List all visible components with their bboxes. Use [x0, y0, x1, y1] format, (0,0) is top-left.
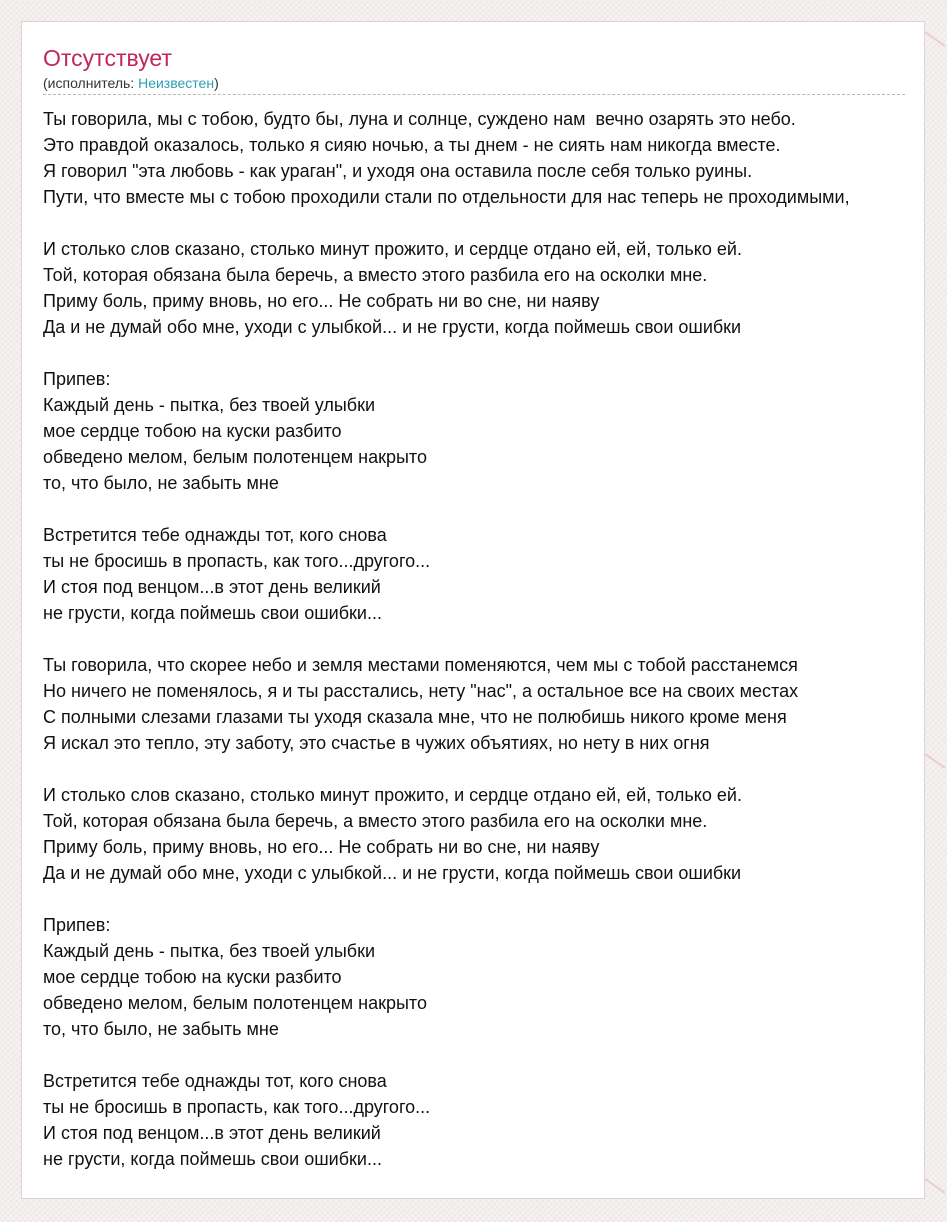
lyric-line: Каждый день - пытка, без твоей улыбки — [43, 395, 376, 415]
lyric-line: И стоя под венцом...в этот день великий — [43, 1123, 381, 1143]
lyric-line — [43, 210, 850, 236]
lyric-line: то, что было, не забыть мне — [43, 473, 279, 493]
lyric-line: Встретится тебе однажды тот, кого снова — [43, 525, 387, 545]
background-ornament — [925, 753, 946, 768]
background-ornament — [925, 31, 946, 46]
lyric-line: Да и не думай обо мне, уходи с улыбкой... и не грусти, когда поймешь свои ошибки — [43, 863, 742, 883]
lyric-line: Встретится тебе однажды тот, кого снова — [43, 1071, 387, 1091]
lyric-line: Припев: — [43, 369, 111, 389]
lyric-line — [43, 1042, 850, 1068]
lyric-line: С полными слезами глазами ты уходя сказала мне, что не полюбишь никого кроме меня — [43, 707, 787, 727]
lyric-line: то, что было, не забыть мне — [43, 1019, 279, 1039]
lyric-line: мое сердце тобою на куски разбито — [43, 421, 342, 441]
lyrics-text — [43, 106, 850, 1172]
lyric-line — [43, 886, 850, 912]
lyric-line: Ты говорила, что скорее небо и земля местами поменяются, чем мы с тобой расстанемся — [43, 655, 798, 675]
lyric-line: И столько слов сказано, столько минут прожито, и сердце отдано ей, ей, только ей. — [43, 239, 742, 259]
lyric-line: Я говорил "эта любовь - как ураган", и уходя она оставила после себя только руины. — [43, 161, 753, 181]
lyric-line: Пути, что вместе мы с тобою проходили стали по отдельности для нас теперь не проходимыми, — [43, 187, 850, 207]
lyric-line: Но ничего не поменялось, я и ты расстались, нету "нас", а остальное все на своих местах — [43, 681, 799, 701]
lyric-line: И стоя под венцом...в этот день великий — [43, 577, 381, 597]
lyric-line — [43, 496, 850, 522]
lyric-line: Я искал это тепло, эту заботу, это счастье в чужих объятиях, но нету в них огня — [43, 733, 710, 753]
lyrics-card — [21, 21, 925, 1199]
lyric-line: Это правдой оказалось, только я сияю ночью, а ты днем - не сиять нам никогда вместе. — [43, 135, 781, 155]
lyric-line: Каждый день - пытка, без твоей улыбки — [43, 941, 376, 961]
lyric-line: И столько слов сказано, столько минут прожито, и сердце отдано ей, ей, только ей. — [43, 785, 742, 805]
artist-link[interactable]: Неизвестен — [138, 75, 215, 91]
lyric-line: обведено мелом, белым полотенцем накрыто — [43, 447, 427, 467]
lyric-line: Той, которая обязана была беречь, а вместо этого разбила его на осколки мне. — [43, 811, 708, 831]
lyric-line: обведено мелом, белым полотенцем накрыто — [43, 993, 427, 1013]
artist-suffix: ) — [214, 75, 219, 91]
background-ornament — [925, 1178, 946, 1193]
lyric-line: Той, которая обязана была беречь, а вместо этого разбила его на осколки мне. — [43, 265, 708, 285]
lyric-line — [43, 756, 850, 782]
lyric-line: не грусти, когда поймешь свои ошибки... — [43, 603, 382, 623]
lyric-line: Да и не думай обо мне, уходи с улыбкой... и не грусти, когда поймешь свои ошибки — [43, 317, 742, 337]
lyric-line: Приму боль, приму вновь, но его... Не собрать ни во сне, ни наяву — [43, 837, 600, 857]
lyric-line: не грусти, когда поймешь свои ошибки... — [43, 1149, 382, 1169]
lyric-line: ты не бросишь в пропасть, как того...другого... — [43, 1097, 431, 1117]
lyric-line: Припев: — [43, 915, 111, 935]
lyric-line: ты не бросишь в пропасть, как того...другого... — [43, 551, 431, 571]
lyric-line: мое сердце тобою на куски разбито — [43, 967, 342, 987]
lyric-line: Ты говорила, мы с тобою, будто бы, луна и солнце, суждено нам вечно озарять это небо. — [43, 109, 796, 129]
artist-prefix: (исполнитель: — [43, 75, 139, 91]
lyric-line — [43, 626, 850, 652]
artist-line — [43, 73, 905, 95]
lyric-line — [43, 340, 850, 366]
song-title: Отсутствует — [43, 45, 172, 71]
lyric-line: Приму боль, приму вновь, но его... Не собрать ни во сне, ни наяву — [43, 291, 600, 311]
